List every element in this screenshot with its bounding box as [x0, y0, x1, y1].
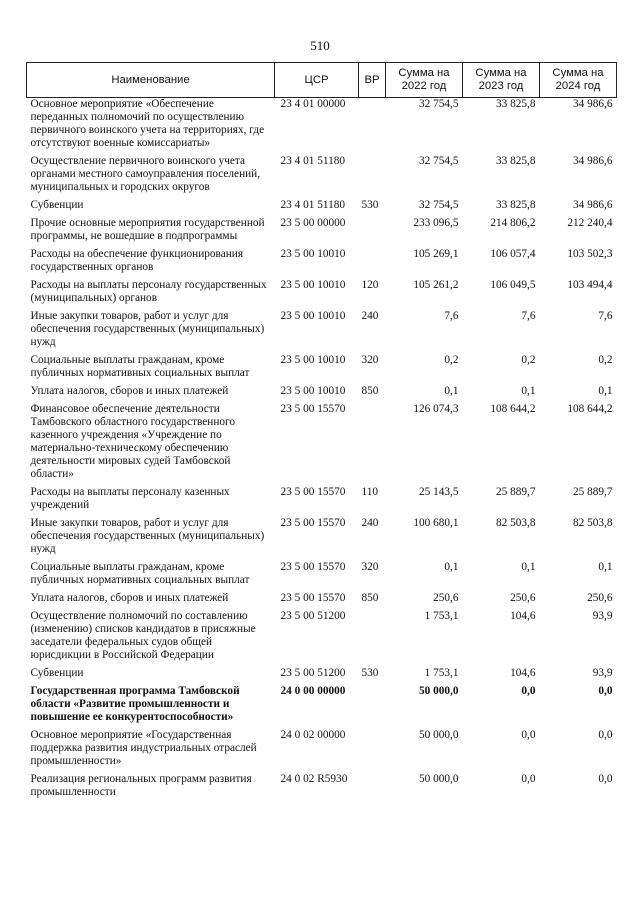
header-vr: ВР [359, 63, 386, 98]
table-row [27, 729, 617, 773]
header-sum-2022: Сумма на 2022 год [386, 63, 463, 98]
row-sum-2022: 0,1 [444, 385, 459, 397]
row-sum-2023: 0,1 [521, 561, 536, 573]
table-row [27, 354, 617, 385]
row-name: Социальные выплаты гражданам, кроме публичных нормативных социальных выплат [30, 354, 250, 379]
row-sum-2024: 0,0 [598, 729, 613, 741]
table-row [27, 667, 617, 685]
row-sum-2023: 33 825,8 [495, 155, 536, 167]
row-csr: 23 5 00 10010 [280, 310, 346, 322]
row-csr: 23 5 00 15570 [280, 561, 346, 573]
row-csr: 23 4 01 00000 [280, 98, 346, 110]
row-vr [359, 248, 386, 279]
table-row [27, 98, 617, 156]
row-sum-2023: 7,6 [521, 310, 536, 322]
table-row [27, 310, 617, 354]
row-sum-2024: 34 986,6 [572, 98, 613, 110]
row-sum-2024: 34 986,6 [572, 155, 613, 167]
budget-table [26, 62, 617, 804]
row-sum-2023: 0,0 [521, 685, 536, 697]
row-sum-2024: 0,2 [598, 354, 613, 366]
row-sum-2024: 25 889,7 [572, 486, 613, 498]
header-sum-2023: Сумма на 2023 год [463, 63, 540, 98]
row-name: Расходы на выплаты персоналу казенных учреждений [30, 486, 230, 511]
row-sum-2024: 34 986,6 [572, 199, 613, 211]
row-sum-2022: 50 000,0 [418, 773, 459, 785]
row-csr: 23 5 00 10010 [280, 354, 346, 366]
row-sum-2024: 103 502,3 [567, 248, 613, 260]
row-name: Основное мероприятие «Государственная поддержка развития индустриальных отраслей промышленности» [30, 729, 257, 767]
row-vr [359, 729, 386, 773]
row-name: Расходы на выплаты персоналу государственных (муниципальных) органов [30, 279, 267, 304]
row-vr [359, 685, 386, 729]
row-vr [359, 217, 386, 248]
row-sum-2023: 106 049,5 [490, 279, 536, 291]
row-name: Уплата налогов, сборов и иных платежей [30, 592, 229, 604]
row-sum-2024: 93,9 [592, 610, 613, 622]
row-vr: 530 [361, 199, 379, 211]
row-name: Основное мероприятие «Обеспечение переданных полномочий по осуществлению первичного воинского учета на территориях, где отсутствуют военные комиссариаты» [30, 98, 265, 149]
row-csr: 24 0 02 00000 [280, 729, 346, 741]
row-vr: 320 [361, 561, 379, 573]
row-csr: 23 5 00 10010 [280, 248, 346, 260]
row-name: Прочие основные мероприятия государственной программы, не вошедшие в подпрограммы [30, 217, 265, 242]
row-vr [359, 610, 386, 667]
row-name: Расходы на обеспечение функционирования государственных органов [30, 248, 244, 273]
row-sum-2023: 250,6 [510, 592, 536, 604]
table-row [27, 248, 617, 279]
row-name: Иные закупки товаров, работ и услуг для обеспечения государственных (муниципальных) нужд [30, 310, 265, 348]
row-sum-2023: 214 806,2 [490, 217, 536, 229]
row-vr: 530 [361, 667, 379, 679]
row-sum-2023: 0,1 [521, 385, 536, 397]
table-row [27, 610, 617, 667]
row-vr: 110 [361, 486, 379, 498]
row-sum-2024: 93,9 [592, 667, 613, 679]
row-csr: 23 5 00 15570 [280, 486, 346, 498]
row-sum-2022: 32 754,5 [418, 155, 459, 167]
row-vr: 850 [361, 592, 379, 604]
row-sum-2022: 233 096,5 [413, 217, 459, 229]
row-sum-2022: 250,6 [433, 592, 459, 604]
row-vr: 120 [361, 279, 379, 291]
header-sum-2024: Сумма на 2024 год [540, 63, 617, 98]
row-sum-2022: 105 261,2 [413, 279, 459, 291]
row-csr: 23 4 01 51180 [280, 155, 346, 167]
row-sum-2023: 0,0 [521, 773, 536, 785]
row-sum-2022: 32 754,5 [418, 199, 459, 211]
table-row [27, 217, 617, 248]
row-sum-2023: 106 057,4 [490, 248, 536, 260]
row-sum-2024: 82 503,8 [572, 517, 613, 529]
row-sum-2023: 0,2 [521, 354, 536, 366]
row-sum-2023: 33 825,8 [495, 199, 536, 211]
row-vr: 240 [361, 310, 379, 322]
row-name: Реализация региональных программ развития промышленности [30, 773, 252, 798]
row-csr: 23 5 00 51200 [280, 610, 346, 622]
row-name: Осуществление первичного воинского учета органами местного самоуправления поселений, муниципальных и городских округов [30, 155, 261, 193]
row-name: Уплата налогов, сборов и иных платежей [30, 385, 229, 397]
row-sum-2022: 50 000,0 [418, 685, 459, 697]
row-csr: 24 0 02 R5930 [280, 773, 348, 785]
row-csr: 24 0 00 00000 [280, 685, 346, 697]
row-sum-2022: 126 074,3 [413, 403, 459, 415]
row-csr: 23 5 00 15570 [280, 517, 346, 529]
table-row [27, 685, 617, 729]
page-number: 510 [310, 38, 330, 53]
table-row [27, 385, 617, 403]
row-name: Субвенции [30, 199, 84, 211]
row-sum-2022: 0,1 [444, 561, 459, 573]
table-row [27, 155, 617, 199]
table-header [27, 63, 617, 98]
row-csr: 23 4 01 51180 [280, 199, 346, 211]
row-sum-2023: 82 503,8 [495, 517, 536, 529]
row-vr [359, 773, 386, 804]
row-sum-2024: 250,6 [587, 592, 613, 604]
row-vr [359, 403, 386, 486]
row-csr: 23 5 00 51200 [280, 667, 346, 679]
row-csr: 23 5 00 15570 [280, 592, 346, 604]
table-row [27, 403, 617, 486]
table-body [27, 98, 617, 805]
row-sum-2023: 0,0 [521, 729, 536, 741]
row-sum-2022: 100 680,1 [413, 517, 459, 529]
row-sum-2022: 7,6 [444, 310, 459, 322]
row-sum-2024: 108 644,2 [567, 403, 613, 415]
row-sum-2024: 0,0 [598, 773, 613, 785]
row-sum-2024: 0,1 [598, 561, 613, 573]
row-name: Иные закупки товаров, работ и услуг для обеспечения государственных (муниципальных) нужд [30, 517, 265, 555]
row-sum-2022: 1 753,1 [424, 610, 459, 622]
row-sum-2023: 33 825,8 [495, 98, 536, 110]
table-row [27, 486, 617, 517]
row-csr: 23 5 00 00000 [280, 217, 346, 229]
table-row [27, 279, 617, 310]
row-sum-2022: 25 143,5 [418, 486, 459, 498]
row-sum-2024: 0,1 [598, 385, 613, 397]
row-name: Социальные выплаты гражданам, кроме публичных нормативных социальных выплат [30, 561, 250, 586]
header-csr: ЦСР [275, 63, 359, 98]
row-csr: 23 5 00 10010 [280, 279, 346, 291]
row-sum-2024: 212 240,4 [567, 217, 613, 229]
row-sum-2023: 108 644,2 [490, 403, 536, 415]
row-name: Государственная программа Тамбовской области «Развитие промышленности и повышение ее конкурентоспособности» [30, 685, 240, 723]
row-sum-2022: 105 269,1 [413, 248, 459, 260]
row-csr: 23 5 00 15570 [280, 403, 346, 415]
table-row [27, 561, 617, 592]
row-sum-2022: 1 753,1 [424, 667, 459, 679]
row-sum-2023: 25 889,7 [495, 486, 536, 498]
table-row [27, 517, 617, 561]
row-sum-2024: 103 494,4 [567, 279, 613, 291]
row-vr: 850 [361, 385, 379, 397]
table-row [27, 199, 617, 217]
row-sum-2024: 0,0 [598, 685, 613, 697]
table-row [27, 592, 617, 610]
row-sum-2024: 7,6 [598, 310, 613, 322]
row-name: Субвенции [30, 667, 84, 679]
row-sum-2022: 32 754,5 [418, 98, 459, 110]
row-sum-2023: 104,6 [510, 610, 536, 622]
row-csr: 23 5 00 10010 [280, 385, 346, 397]
row-vr [359, 98, 386, 156]
table-row [27, 773, 617, 804]
row-sum-2023: 104,6 [510, 667, 536, 679]
row-sum-2022: 0,2 [444, 354, 459, 366]
row-name: Финансовое обеспечение деятельности Тамбовского областного государственного казенного учреждения «Учреждение по материально-техническому обеспечению деятельности мировых судей Тамбовской области» [30, 403, 236, 480]
header-name: Наименование [27, 63, 275, 98]
row-vr [359, 155, 386, 199]
row-vr: 240 [361, 517, 379, 529]
row-vr: 320 [361, 354, 379, 366]
row-name: Осуществление полномочий по составлению (изменению) списков кандидатов в присяжные заседатели федеральных судов общей юрисдикции в Российской Федерации [30, 610, 256, 661]
row-sum-2022: 50 000,0 [418, 729, 459, 741]
